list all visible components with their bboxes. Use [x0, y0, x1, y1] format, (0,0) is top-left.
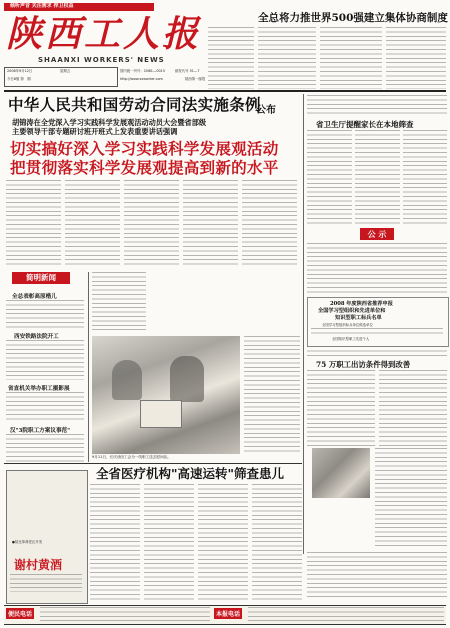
right-text-1b	[355, 130, 400, 225]
lead-subhead-1: 胡锦涛在全党深入学习实践科学发展观活动动员大会暨省部级	[12, 118, 207, 127]
lead-text-col-5	[242, 180, 297, 266]
ad-text	[10, 574, 82, 592]
issue-weekday: 星期五	[60, 69, 71, 73]
right-headline-1: 省卫生厅提醒家长在本地筛查	[316, 120, 414, 129]
top-right-text-2	[320, 27, 382, 89]
gongshi-text	[307, 243, 447, 293]
award-title-3: 知识型职工标兵名单	[335, 315, 382, 321]
right-photo	[312, 448, 370, 498]
brief-item-3-title: 省直机关举办职工摄影展	[8, 386, 70, 392]
lead-text-col-3	[124, 180, 179, 266]
award-sub-2: 全国知识型职工先进个人	[332, 337, 370, 341]
top-right-text-1	[258, 27, 316, 89]
lead-headline-suffix: 公布	[256, 105, 276, 116]
main-title-2: 把贯彻落实科学发展观提高到新的水平	[10, 158, 279, 177]
main-title-1: 切实搞好深入学习实践科学发展观活动	[10, 139, 279, 158]
right-divider	[303, 94, 304, 554]
award-title-1: 2008 年度陕西省推荐申报	[330, 301, 393, 307]
right-news-text-3	[375, 448, 447, 548]
lead-text-col-2	[65, 180, 120, 266]
right-news-text-2	[379, 370, 447, 446]
footer-right-text	[248, 607, 444, 621]
photo-figure-2	[170, 356, 204, 402]
top-mid-text	[208, 27, 254, 89]
issue-number: 今日8版 第 期	[7, 77, 31, 81]
award-title-2: 全国学习型组织和先进单位和	[318, 308, 386, 314]
photo-package	[140, 400, 182, 428]
footer-left-label: 便民电话	[6, 608, 34, 619]
masthead-title: 陕西工人报	[6, 13, 202, 55]
footer-left-text	[40, 607, 210, 621]
award-sub-1: 全国学习型组织标兵单位候选单位	[322, 323, 373, 327]
right-text-2	[307, 346, 447, 356]
right-text-1a	[307, 130, 352, 225]
brief-divider	[88, 272, 89, 462]
issue-date: 2008年9月12日	[7, 69, 33, 73]
top-right-headline: 全总将力推世界500强建立集体协商制度	[258, 12, 448, 24]
brief-item-1-text	[6, 300, 84, 330]
bottom-text-2	[144, 484, 194, 600]
bottom-text-5	[307, 552, 447, 600]
bottom-headline: 全省医疗机构"高速运转"筛查患儿	[96, 466, 285, 481]
brief-item-4-title: 汉"3院职工方案议事范"	[10, 428, 71, 434]
lead-text-col-1	[6, 180, 61, 266]
top-right-text-3	[386, 27, 446, 89]
masthead-pinyin: SHAANXI WORKERS' NEWS	[38, 56, 165, 64]
brief-item-2-title: 西安铁路法院开工	[14, 334, 59, 340]
right-news-text-1	[307, 370, 375, 446]
lead-text-col-4	[183, 180, 238, 266]
bottom-text-3	[198, 484, 248, 600]
right-news-title: 75 万职工出访条件得到改善	[316, 360, 411, 369]
ad-label: 谢村黄酒	[14, 558, 63, 572]
brief-item-2-text	[6, 340, 84, 380]
brief-label: 简明新闻	[12, 272, 70, 284]
brief-item-1-title: 全总表彰高原楷儿	[12, 294, 57, 300]
bottom-text-4	[252, 484, 302, 600]
cn-code: 国内统一刊号：CN61—0015	[120, 69, 165, 73]
masthead-slogan: 倾听声音 关注需求 捍卫权益	[10, 3, 74, 9]
rule-bottom-head	[4, 463, 302, 464]
right-text-1c	[403, 130, 447, 225]
photo-caption-col	[244, 336, 300, 454]
post-code: 邮发代号 51—7	[175, 69, 200, 73]
photo-figure-1	[112, 360, 142, 400]
ad-top: ●陕北革命老区开发	[12, 540, 43, 544]
lead-headline: 中华人民共和国劳动合同法实施条例	[8, 95, 261, 114]
brief-item-3-text	[6, 392, 84, 422]
lead-subhead-2: 主要领导干部专题研讨班开班式上发表重要讲话强调	[12, 127, 178, 136]
mail-label: 陕西第一邮报	[185, 77, 206, 81]
award-list	[311, 328, 443, 336]
gongshi-label: 公 示	[360, 228, 394, 240]
brief-item-4-text	[6, 434, 84, 462]
bottom-text-1	[90, 484, 140, 600]
rule-top	[4, 90, 446, 92]
mid-text-col	[92, 272, 146, 332]
right-text-top	[307, 95, 447, 117]
website[interactable]: http://www.sxworker.com	[120, 77, 163, 81]
photo-caption: 9月11日，长庆油田工会为一线职工送去慰问品。	[92, 455, 171, 459]
footer-right-label: 本报电话	[214, 608, 242, 619]
